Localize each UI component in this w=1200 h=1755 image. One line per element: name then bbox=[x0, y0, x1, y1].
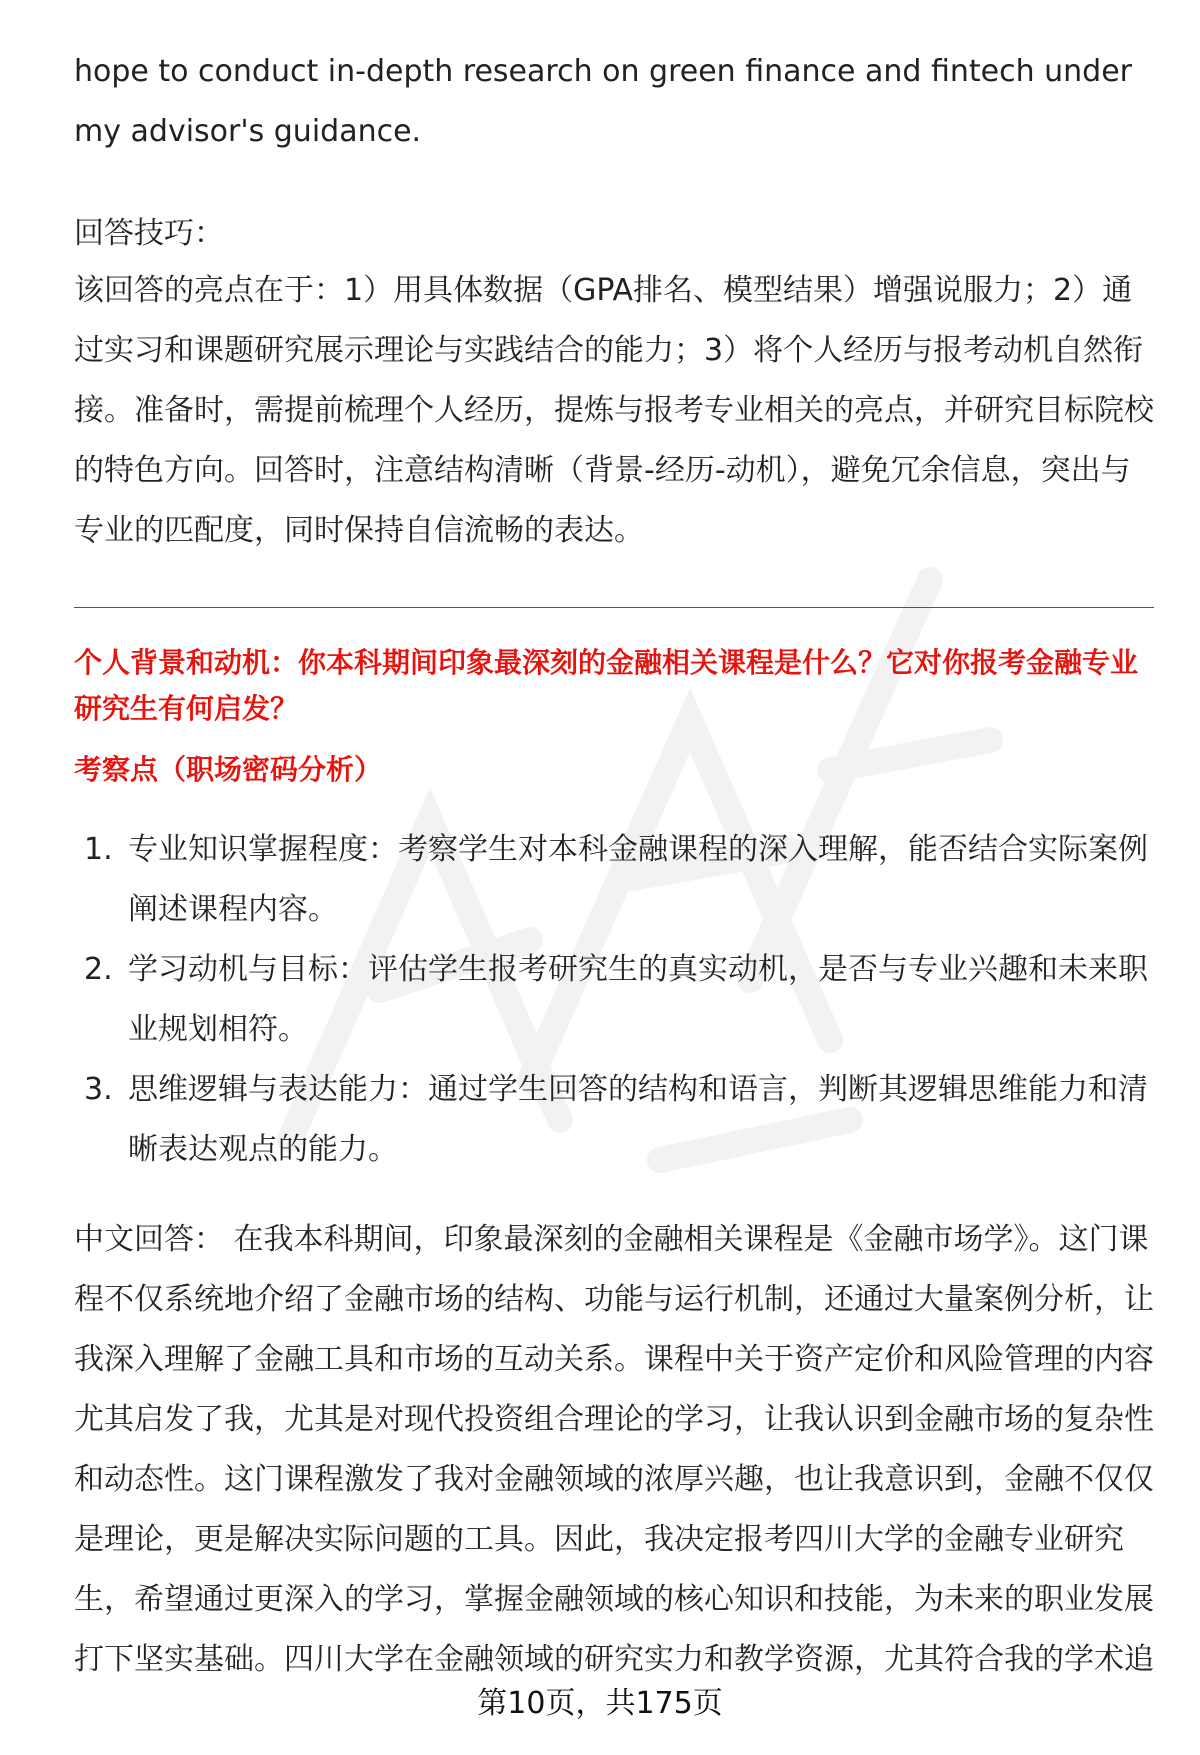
list-item bbox=[84, 1060, 1154, 1180]
list-item-text: 学习动机与目标：评估学生报考研究生的真实动机，是否与专业兴趣和未来职业规划相符。 bbox=[128, 952, 1148, 1047]
list-item-text: 思维逻辑与表达能力：通过学生回答的结构和语言，判断其逻辑思维能力和清晰表达观点的能力。 bbox=[128, 1072, 1148, 1167]
list-item bbox=[84, 820, 1154, 940]
section-divider bbox=[74, 607, 1154, 608]
list-item-number: 1. bbox=[84, 832, 113, 867]
list-item-number: 2. bbox=[84, 952, 113, 987]
question-subheading: 考察点（职场密码分析） bbox=[74, 753, 383, 786]
tips-body: 该回答的亮点在于：1）用具体数据（GPA排名、模型结果）增强说服力；2）通过实习和课题研究展示理论与实践结合的能力；3）将个人经历与报考动机自然衔接。准备时，需提前梳理个人经历，提炼与报考专业相关的亮点，并研究目标院校的特色方向。回答时，注意结构清晰（背景-经历-动机），避免冗余信息，突出与专业的匹配度，同时保持自信流畅的表达。 bbox=[74, 273, 1154, 548]
question-title: 个人背景和动机：你本科期间印象最深刻的金融相关课程是什么？它对你报考金融专业研究生有何启发？ bbox=[74, 646, 1139, 725]
assessment-points-list bbox=[84, 820, 1154, 1180]
list-item bbox=[84, 940, 1154, 1060]
page-number: 第10页，共175页 bbox=[477, 1686, 723, 1721]
list-item-text: 专业知识掌握程度：考察学生对本科金融课程的深入理解，能否结合实际案例阐述课程内容。 bbox=[128, 832, 1148, 927]
list-item-number: 3. bbox=[84, 1072, 113, 1107]
tips-label: 回答技巧： bbox=[74, 216, 224, 251]
top-paragraph: hope to conduct in-depth research on green finance and fintech under my advisor's guidance. bbox=[74, 54, 1133, 149]
answer-paragraph: 中文回答： 在我本科期间，印象最深刻的金融相关课程是《金融市场学》。这门课程不仅系统地介绍了金融市场的结构、功能与运行机制，还通过大量案例分析，让我深入理解了金融工具和市场的互动关系。课程中关于资产定价和风险管理的内容尤其启发了我，尤其是对现代投资组合理论的学习，让我认识到金融市场的复杂性和动态性。这门课程激发了我对金融领域的浓厚兴趣，也让我意识到，金融不仅仅是理论，更是解决实际问题的工具。因此，我决定报考四川大学的金融专业研究生，希望通过更深入的学习，掌握金融领域的核心知识和技能，为未来的职业发展打下坚实基础。四川大学在金融领域的研究实力和教学资源，尤其符合我的学术追 bbox=[74, 1222, 1154, 1677]
